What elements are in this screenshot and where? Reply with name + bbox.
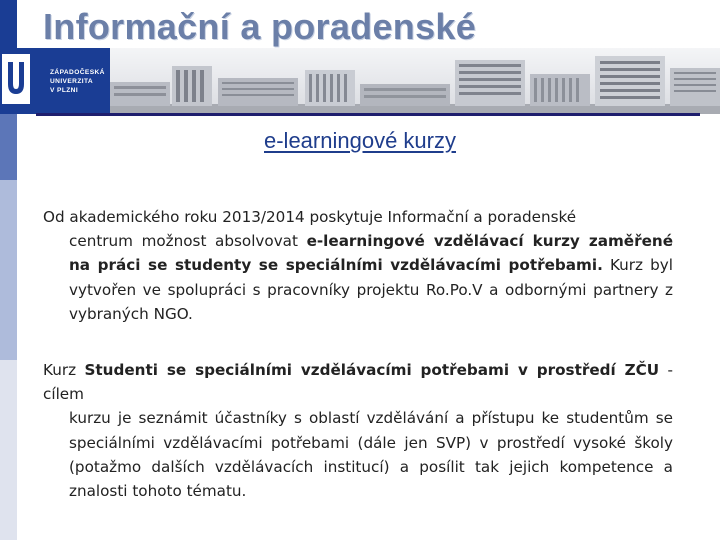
strip-segment-pale: [0, 360, 17, 540]
logo-line: ZÁPADOČESKÁ: [50, 69, 105, 76]
logo-line: V PLZNI: [50, 87, 79, 94]
text-run: centrum možnost absolvovat: [69, 232, 307, 251]
campus-buildings-image: [110, 48, 720, 114]
course-name: Studenti se speciálními vzdělávacími potřebami v prostředí ZČU: [84, 361, 660, 379]
page-title: Informační a poradenské: [43, 6, 477, 47]
paragraph-continuation: kurzu je seznámit účastníky s oblastí vzdělávání a přístupu ke studentům se speciálními vzdělávacími potřebami (dále jen SVP) v prostředí vysoké školy (potažmo dalších vzdělávacích institucí) a posílit tak jejich kompetence a znalosti tohoto tématu.: [69, 409, 673, 501]
text-run: - cílem: [43, 361, 674, 404]
paragraph-continuation: [43, 229, 673, 326]
section-subtitle: e-learningové kurzy: [264, 128, 456, 153]
university-u-emblem: [2, 54, 30, 104]
paragraph-intro: [43, 205, 673, 326]
strip-segment-dark: [0, 0, 17, 48]
university-logo: [0, 48, 110, 114]
university-logo-text: [50, 68, 105, 95]
text-run: Kurz: [43, 361, 85, 379]
text-run: Kurz byl vytvořen ve spolupráci s pracovníky projektu Ro.Po.V a odbornými partnery z vybraných NGO.: [69, 256, 673, 323]
section-heading: [0, 128, 720, 154]
paragraph-first-line: [43, 361, 673, 403]
paragraph-course: [43, 358, 673, 503]
paragraph-first-line: Od akademického roku 2013/2014 poskytuje Informační a poradenské: [43, 208, 577, 226]
logo-line: UNIVERZITA: [50, 78, 94, 85]
strip-segment-light: [0, 180, 17, 360]
bold-text-run: e-learningové vzdělávací kurzy zaměřené na práci se studenty se speciálními vzdělávacími potřebami.: [69, 232, 674, 275]
header-divider: [36, 113, 700, 116]
